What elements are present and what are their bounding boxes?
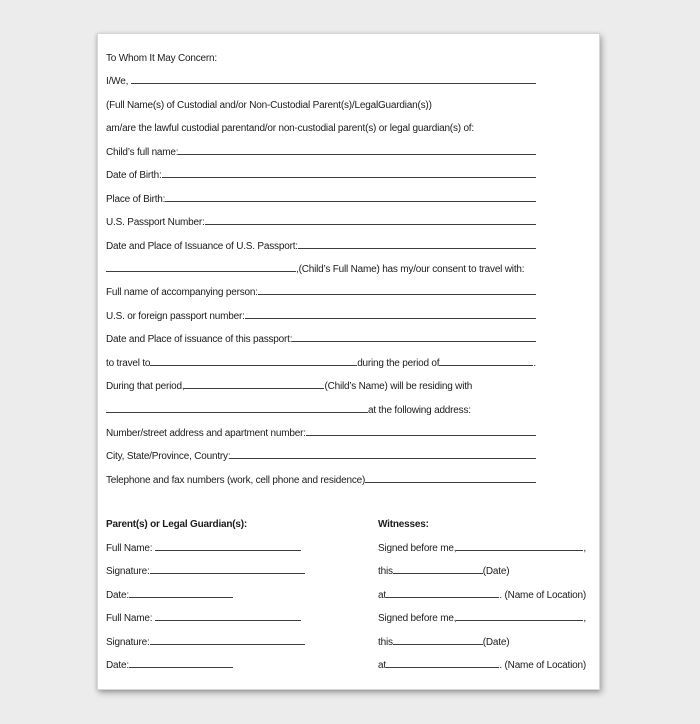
form-label: , <box>583 542 586 554</box>
blank-line <box>106 259 296 272</box>
form-label: . (Name of Location) <box>499 659 586 671</box>
form-label: at <box>378 659 386 671</box>
blank-line <box>245 306 536 319</box>
blank-line <box>205 212 536 225</box>
form-row <box>106 258 536 281</box>
form-label: Place of Birth: <box>106 193 166 205</box>
form-label: this <box>378 636 393 648</box>
form-label: Full Name: <box>106 542 155 554</box>
blank-line <box>162 165 536 178</box>
blank-line <box>393 561 483 574</box>
form-label: Number/street address and apartment number: <box>106 428 306 439</box>
blank-line <box>306 423 536 436</box>
form-label: Child’s full name: <box>106 146 179 158</box>
form-row <box>106 164 536 187</box>
form-label: Signed before me, <box>378 542 457 554</box>
blank-line <box>393 632 483 645</box>
form-label: this <box>378 566 393 578</box>
form-label: Date of Birth: <box>106 170 162 182</box>
form-row <box>106 560 378 583</box>
blank-line <box>230 446 536 459</box>
form-row <box>106 654 378 677</box>
form-label: Signature: <box>106 566 150 578</box>
blank-line <box>155 538 301 551</box>
blank-line <box>129 655 233 668</box>
blank-line <box>298 236 536 249</box>
form-row <box>106 607 378 630</box>
form-row <box>106 47 536 70</box>
form-row <box>378 537 586 560</box>
form-row <box>106 375 536 398</box>
form-label: Date and Place of issuance of this passport: <box>106 334 293 346</box>
blank-line <box>178 142 536 155</box>
form-label: am/are the lawful custodial parentand/or non-custodial parent(s) or legal guardian(s) of: <box>106 123 474 135</box>
blank-line <box>456 538 583 551</box>
form-label: U.S. Passport Number: <box>106 217 205 229</box>
witnesses-section-title: Witnesses: <box>378 519 429 531</box>
form-label: Date: <box>106 589 129 601</box>
form-label: I/We, <box>106 76 131 88</box>
form-row <box>106 235 536 258</box>
blank-line <box>129 585 233 598</box>
form-row <box>106 537 378 560</box>
form-row <box>106 211 536 234</box>
form-label: Date and Place of Issuance of U.S. Passport: <box>106 240 298 252</box>
form-label: Full name of accompanying person: <box>106 287 258 299</box>
form-row <box>378 654 586 677</box>
form-label: Full Name: <box>106 613 155 625</box>
blank-line <box>150 353 357 366</box>
form-label: , <box>583 613 586 625</box>
form-row <box>378 560 586 583</box>
form-label: To Whom It May Concern: <box>106 53 217 64</box>
form-row <box>378 631 586 654</box>
parents-signature-rows <box>106 537 378 678</box>
blank-line <box>165 189 536 202</box>
form-row <box>106 631 378 654</box>
blank-line <box>386 655 499 668</box>
parents-section-title: Parent(s) or Legal Guardian(s): <box>106 519 248 531</box>
blank-line <box>150 632 305 645</box>
witnesses-column <box>378 513 586 677</box>
form-row <box>106 513 378 536</box>
blank-line <box>365 470 536 483</box>
document-page <box>97 33 600 690</box>
blank-line <box>155 608 301 621</box>
form-label: During that period, <box>106 381 185 393</box>
form-label: (Date) <box>482 636 510 648</box>
form-row <box>106 188 536 211</box>
blank-line <box>439 353 533 366</box>
form-label: ,(Child’s Full Name) has my/our consent to travel with: <box>296 263 525 275</box>
form-row <box>106 281 536 304</box>
form-label: Date: <box>106 659 129 671</box>
form-row <box>106 422 536 445</box>
form-label: (Date) <box>482 566 510 578</box>
blank-line <box>131 71 536 84</box>
form-label: at <box>378 589 386 601</box>
blank-line <box>258 282 536 295</box>
form-label: . <box>533 357 536 369</box>
signature-section <box>106 513 586 677</box>
form-row <box>378 607 586 630</box>
form-label: U.S. or foreign passport number: <box>106 310 245 322</box>
form-row <box>106 141 536 164</box>
form-label: (Full Name(s) of Custodial and/or Non-Custodial Parent(s)/LegalGuardian(s)) <box>106 99 432 111</box>
form-label: City, State/Province, Country: <box>106 451 231 463</box>
form-row <box>106 399 536 422</box>
blank-line <box>184 376 324 389</box>
form-row <box>106 352 536 375</box>
blank-line <box>386 585 499 598</box>
form-row <box>378 584 586 607</box>
form-row <box>106 445 536 468</box>
form-label: Signed before me, <box>378 613 457 625</box>
form-label: during the period of <box>357 357 440 369</box>
blank-line <box>292 329 536 342</box>
form-row <box>106 94 536 117</box>
form-row <box>106 328 536 351</box>
form-row <box>106 70 536 93</box>
blank-line <box>106 400 368 413</box>
parents-signature-column <box>106 513 378 677</box>
form-row <box>106 305 536 328</box>
witnesses-signature-rows <box>378 537 586 678</box>
form-label: Signature: <box>106 636 150 648</box>
form-label: at the following address: <box>368 404 471 416</box>
form-label: to travel to <box>106 357 151 369</box>
blank-line <box>456 608 583 621</box>
form-label: . (Name of Location) <box>499 589 586 601</box>
form-label: (Child’s Name) will be residing with <box>324 381 473 393</box>
form-row <box>378 513 586 536</box>
form-row <box>106 469 536 492</box>
form-row <box>106 584 378 607</box>
form-row <box>106 117 536 140</box>
blank-line <box>150 561 305 574</box>
form-label: Telephone and fax numbers (work, cell phone and residence) <box>106 474 366 486</box>
consent-form-body <box>106 47 536 492</box>
